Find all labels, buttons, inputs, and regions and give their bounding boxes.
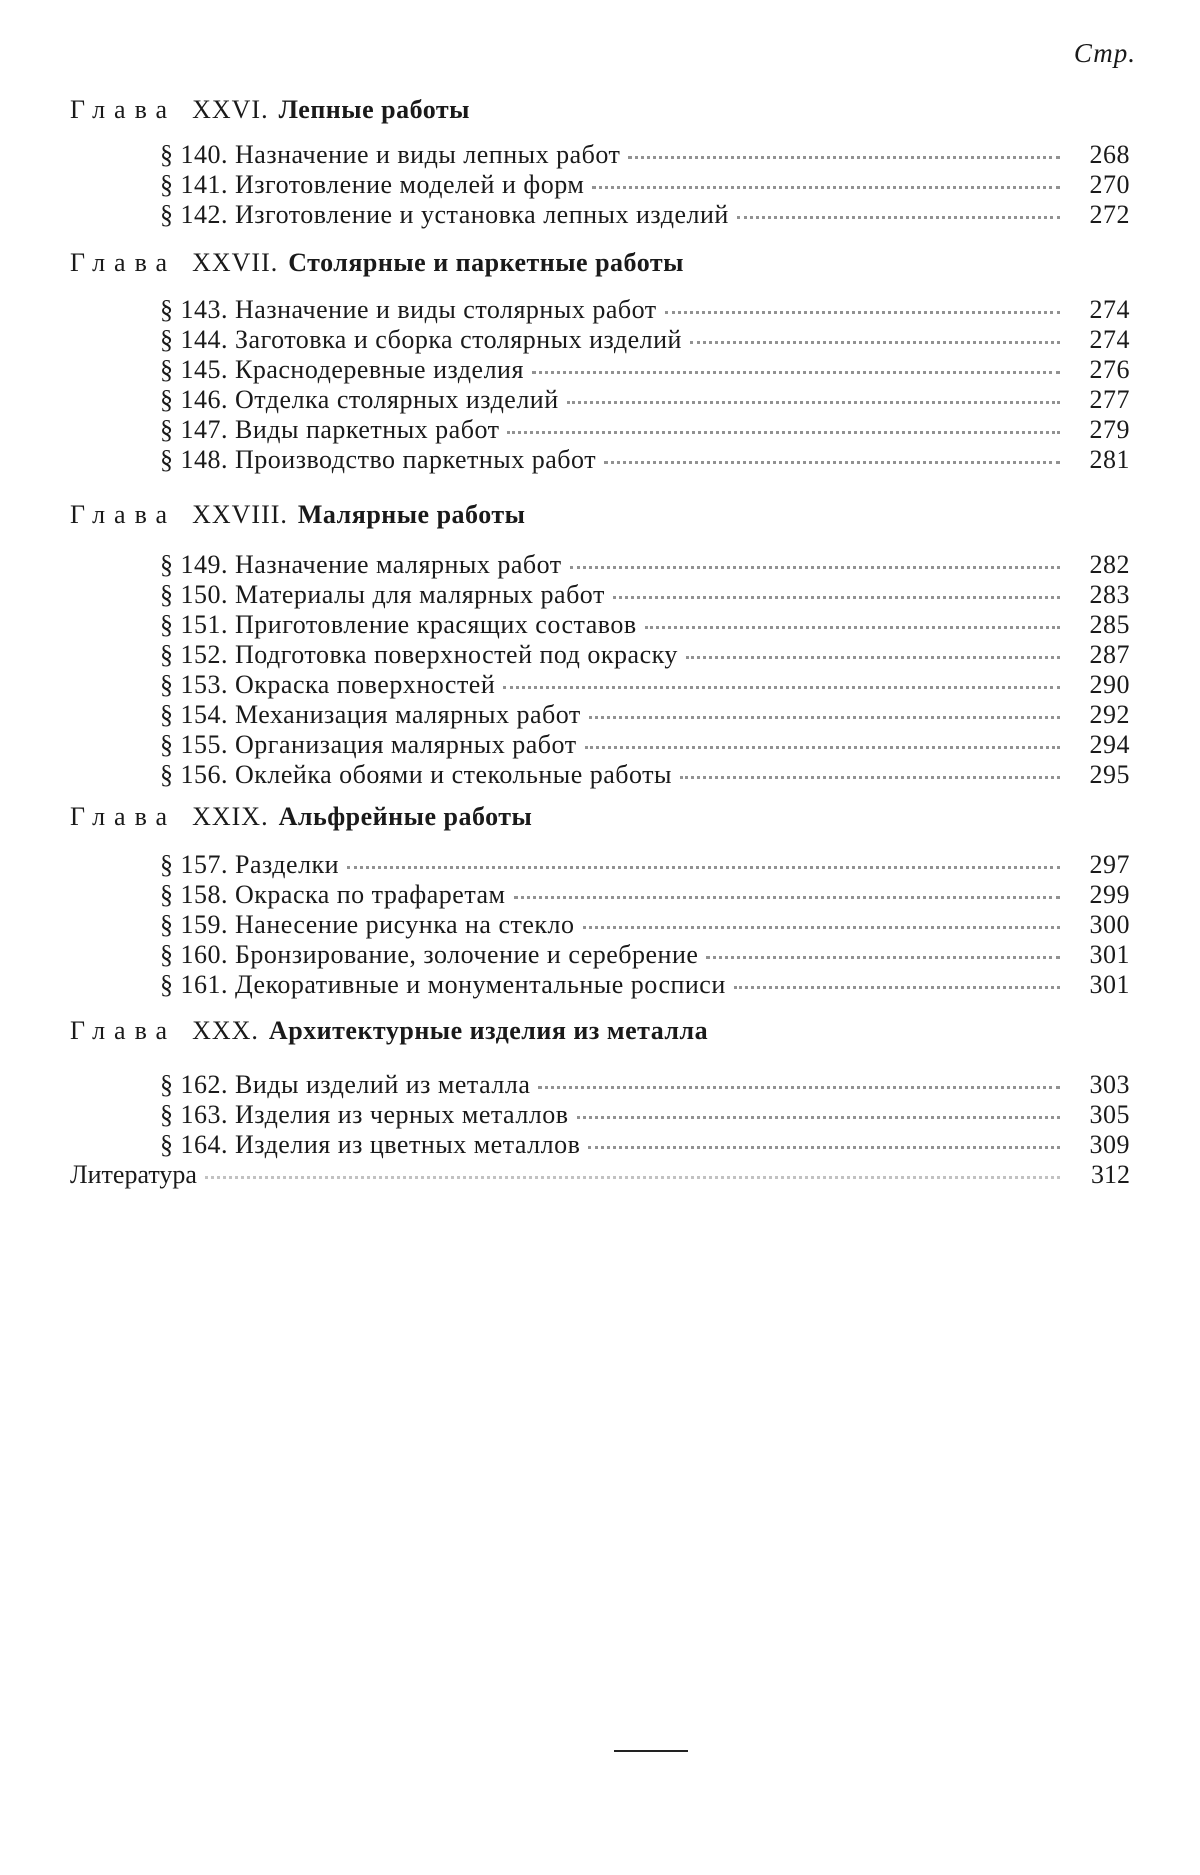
section-page-number: 301 (1089, 970, 1130, 999)
section-page-number: 303 (1089, 1070, 1130, 1099)
section-entry[interactable] (160, 550, 1130, 584)
dot-leader (507, 430, 1060, 434)
section-title: § 161. Декоративные и монументальные росписи (160, 970, 726, 999)
dot-leader (205, 1176, 1060, 1179)
dot-leader (503, 685, 1060, 689)
chapter-heading[interactable] (70, 500, 525, 530)
section-page-number: 285 (1089, 610, 1130, 639)
section-page-number: 295 (1089, 760, 1130, 789)
dot-leader (347, 865, 1060, 869)
section-entry[interactable] (160, 610, 1130, 644)
chapter-word: Глава (70, 248, 177, 277)
section-page-number: 294 (1089, 730, 1130, 759)
section-page-number: 281 (1089, 445, 1130, 474)
section-title: § 148. Производство паркетных работ (160, 445, 597, 474)
section-entry[interactable] (160, 415, 1130, 449)
dot-leader (734, 985, 1060, 989)
section-entry[interactable] (160, 445, 1130, 479)
literature-page: 312 (1091, 1160, 1130, 1189)
dot-leader (589, 715, 1060, 719)
section-entry[interactable] (160, 295, 1130, 329)
section-page-number: 272 (1089, 200, 1130, 229)
section-title: § 149. Назначение малярных работ (160, 550, 562, 579)
section-title: § 162. Виды изделий из металла (160, 1070, 531, 1099)
section-entry[interactable] (160, 850, 1130, 884)
chapter-name: Столярные и паркетные работы (288, 248, 684, 277)
section-page-number: 268 (1089, 140, 1130, 169)
chapter-heading[interactable] (70, 95, 470, 125)
section-entry[interactable] (160, 760, 1130, 794)
section-entry[interactable] (160, 1100, 1130, 1134)
dot-leader (690, 340, 1060, 344)
section-page-number: 287 (1089, 640, 1130, 669)
section-page-number: 305 (1089, 1100, 1130, 1129)
chapter-number: XXVI. (192, 95, 269, 124)
section-page-number: 290 (1089, 670, 1130, 699)
section-title: § 141. Изготовление моделей и форм (160, 170, 585, 199)
chapter-number: XXIX. (192, 802, 269, 831)
literature-entry[interactable] (70, 1160, 1130, 1190)
section-title: § 145. Краснодеревные изделия (160, 355, 524, 384)
section-entry[interactable] (160, 355, 1130, 389)
section-page-number: 282 (1089, 550, 1130, 579)
dot-leader (628, 155, 1060, 159)
section-entry[interactable] (160, 880, 1130, 914)
page-column-label: Стр. (1073, 38, 1136, 68)
section-title: § 163. Изделия из черных металлов (160, 1100, 569, 1129)
section-entry[interactable] (160, 910, 1130, 944)
section-entry[interactable] (160, 325, 1130, 359)
section-page-number: 270 (1089, 170, 1130, 199)
chapter-heading[interactable] (70, 248, 684, 278)
section-page-number: 274 (1089, 325, 1130, 354)
section-title: § 164. Изделия из цветных металлов (160, 1130, 581, 1159)
end-rule (614, 1750, 688, 1752)
section-title: § 159. Нанесение рисунка на стекло (160, 910, 575, 939)
chapter-name: Малярные работы (297, 500, 526, 529)
dot-leader (567, 400, 1060, 404)
chapter-word: Глава (70, 1016, 177, 1045)
dot-leader (585, 745, 1060, 749)
section-page-number: 274 (1089, 295, 1130, 324)
chapter-heading[interactable] (70, 1016, 708, 1046)
chapter-word: Глава (70, 802, 177, 831)
section-page-number: 279 (1089, 415, 1130, 444)
chapter-name: Лепные работы (278, 95, 470, 124)
section-entry[interactable] (160, 170, 1130, 204)
dot-leader (592, 185, 1060, 189)
dot-leader (570, 565, 1060, 569)
chapter-number: XXVII. (192, 248, 279, 277)
section-title: § 154. Механизация малярных работ (160, 700, 581, 729)
section-entry[interactable] (160, 730, 1130, 764)
chapter-name: Альфрейные работы (278, 802, 533, 831)
section-entry[interactable] (160, 200, 1130, 234)
chapter-heading[interactable] (70, 802, 532, 832)
section-page-number: 277 (1089, 385, 1130, 414)
section-entry[interactable] (160, 670, 1130, 704)
section-page-number: 309 (1089, 1130, 1130, 1159)
dot-leader (577, 1115, 1060, 1119)
dot-leader (737, 215, 1060, 219)
section-entry[interactable] (160, 700, 1130, 734)
section-entry[interactable] (160, 940, 1130, 974)
section-entry[interactable] (160, 1070, 1130, 1104)
dot-leader (514, 895, 1061, 899)
section-title: § 153. Окраска поверхностей (160, 670, 496, 699)
literature-title: Литература (70, 1160, 197, 1189)
section-page-number: 276 (1089, 355, 1130, 384)
section-page-number: 283 (1089, 580, 1130, 609)
section-entry[interactable] (160, 1130, 1130, 1164)
section-entry[interactable] (160, 640, 1130, 674)
section-entry[interactable] (160, 970, 1130, 1004)
section-title: § 152. Подготовка поверхностей под окраску (160, 640, 678, 669)
chapter-word: Глава (70, 500, 177, 529)
section-page-number: 301 (1089, 940, 1130, 969)
section-title: § 151. Приготовление красящих составов (160, 610, 637, 639)
section-title: § 158. Окраска по трафаретам (160, 880, 506, 909)
chapter-word: Глава (70, 95, 177, 124)
section-title: § 155. Организация малярных работ (160, 730, 577, 759)
section-title: § 147. Виды паркетных работ (160, 415, 500, 444)
section-title: § 157. Разделки (160, 850, 340, 879)
section-title: § 146. Отделка столярных изделий (160, 385, 559, 414)
dot-leader (613, 595, 1060, 599)
dot-leader (686, 655, 1060, 659)
dot-leader (583, 925, 1061, 929)
dot-leader (538, 1085, 1060, 1089)
section-page-number: 297 (1089, 850, 1130, 879)
section-title: § 160. Бронзирование, золочение и серебрение (160, 940, 699, 969)
section-title: § 150. Материалы для малярных работ (160, 580, 605, 609)
chapter-number: XXX. (192, 1016, 259, 1045)
section-entry[interactable] (160, 580, 1130, 614)
section-title: § 142. Изготовление и установка лепных изделий (160, 200, 729, 229)
section-title: § 144. Заготовка и сборка столярных изделий (160, 325, 682, 354)
dot-leader (665, 310, 1060, 314)
dot-leader (532, 370, 1060, 374)
section-title: § 156. Оклейка обоями и стекольные работы (160, 760, 673, 789)
section-title: § 140. Назначение и виды лепных работ (160, 140, 621, 169)
chapter-number: XXVIII. (192, 500, 288, 529)
section-title: § 143. Назначение и виды столярных работ (160, 295, 657, 324)
section-page-number: 300 (1089, 910, 1130, 939)
section-entry[interactable] (160, 385, 1130, 419)
dot-leader (706, 955, 1060, 959)
section-page-number: 292 (1089, 700, 1130, 729)
section-entry[interactable] (160, 140, 1130, 174)
dot-leader (645, 625, 1060, 629)
dot-leader (604, 460, 1060, 464)
section-page-number: 299 (1089, 880, 1130, 909)
chapter-name: Архитектурные изделия из металла (268, 1016, 709, 1045)
dot-leader (680, 775, 1060, 779)
dot-leader (588, 1145, 1060, 1149)
